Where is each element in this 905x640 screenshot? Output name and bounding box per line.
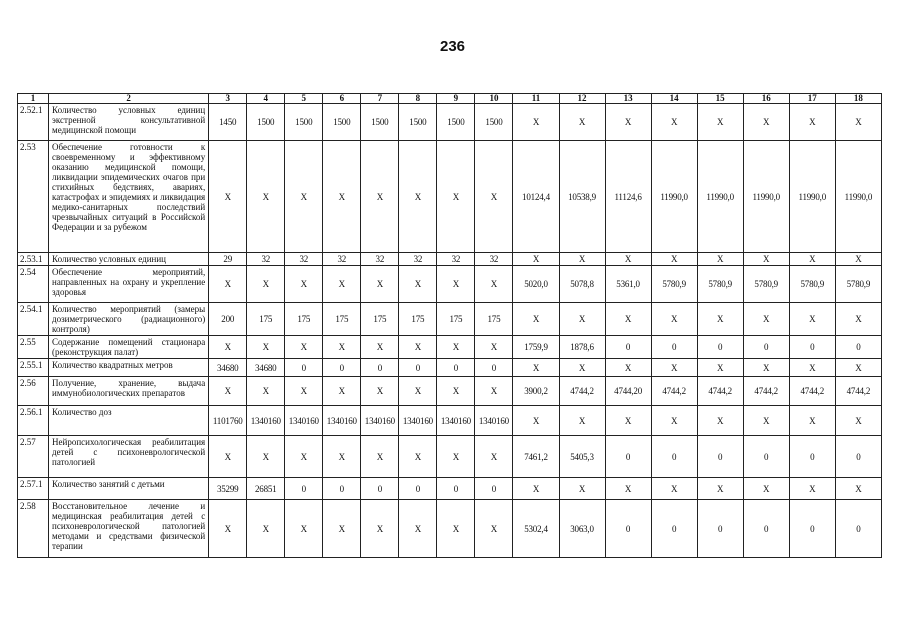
value-cell: 0 bbox=[285, 478, 323, 500]
value-cell: X bbox=[605, 253, 651, 266]
column-header: 3 bbox=[209, 94, 247, 104]
value-cell: X bbox=[559, 359, 605, 377]
value-cell: 0 bbox=[835, 336, 881, 359]
value-cell: X bbox=[323, 266, 361, 303]
value-cell: 0 bbox=[361, 359, 399, 377]
value-cell: X bbox=[247, 436, 285, 478]
value-cell: 0 bbox=[835, 500, 881, 558]
table-row bbox=[18, 336, 882, 359]
column-header: 12 bbox=[559, 94, 605, 104]
row-code: 2.58 bbox=[18, 500, 49, 558]
value-cell: X bbox=[559, 303, 605, 336]
row-name: Обеспечение мероприятий, направленных на охрану и укрепление здоровья bbox=[49, 266, 209, 303]
value-cell: 175 bbox=[285, 303, 323, 336]
row-code: 2.55.1 bbox=[18, 359, 49, 377]
column-header: 9 bbox=[437, 94, 475, 104]
value-cell: 1340160 bbox=[361, 406, 399, 436]
table-row bbox=[18, 478, 882, 500]
value-cell: X bbox=[247, 500, 285, 558]
table-row bbox=[18, 359, 882, 377]
value-cell: X bbox=[209, 266, 247, 303]
value-cell: X bbox=[475, 377, 513, 406]
value-cell: X bbox=[475, 266, 513, 303]
value-cell: X bbox=[789, 253, 835, 266]
column-header: 8 bbox=[399, 94, 437, 104]
value-cell: 1500 bbox=[437, 104, 475, 141]
value-cell: X bbox=[559, 104, 605, 141]
value-cell: 34680 bbox=[247, 359, 285, 377]
value-cell: X bbox=[743, 104, 789, 141]
value-cell: X bbox=[697, 303, 743, 336]
value-cell: X bbox=[399, 500, 437, 558]
value-cell: 200 bbox=[209, 303, 247, 336]
value-cell: 5361,0 bbox=[605, 266, 651, 303]
value-cell: X bbox=[513, 359, 559, 377]
value-cell: X bbox=[651, 303, 697, 336]
value-cell: 4744,20 bbox=[605, 377, 651, 406]
value-cell: X bbox=[513, 104, 559, 141]
value-cell: X bbox=[743, 303, 789, 336]
row-code: 2.57 bbox=[18, 436, 49, 478]
value-cell: 0 bbox=[605, 436, 651, 478]
value-cell: X bbox=[437, 336, 475, 359]
value-cell: X bbox=[437, 266, 475, 303]
value-cell: X bbox=[789, 303, 835, 336]
value-cell: X bbox=[209, 377, 247, 406]
table-row bbox=[18, 141, 882, 253]
value-cell: X bbox=[651, 359, 697, 377]
column-header: 10 bbox=[475, 94, 513, 104]
value-cell: 11990,0 bbox=[743, 141, 789, 253]
value-cell: 0 bbox=[697, 500, 743, 558]
value-cell: X bbox=[835, 104, 881, 141]
column-header: 6 bbox=[323, 94, 361, 104]
value-cell: X bbox=[697, 253, 743, 266]
row-name: Количество условных единиц bbox=[49, 253, 209, 266]
value-cell: 175 bbox=[437, 303, 475, 336]
value-cell: 175 bbox=[361, 303, 399, 336]
value-cell: 0 bbox=[789, 336, 835, 359]
value-cell: 0 bbox=[605, 336, 651, 359]
value-cell: X bbox=[743, 406, 789, 436]
value-cell: 1500 bbox=[247, 104, 285, 141]
value-cell: X bbox=[835, 359, 881, 377]
value-cell: 5780,9 bbox=[789, 266, 835, 303]
value-cell: X bbox=[559, 478, 605, 500]
value-cell: 4744,2 bbox=[651, 377, 697, 406]
row-name: Количество квадратных метров bbox=[49, 359, 209, 377]
value-cell: X bbox=[697, 478, 743, 500]
value-cell: X bbox=[605, 478, 651, 500]
row-name: Содержание помещений стационара (реконструкция палат) bbox=[49, 336, 209, 359]
value-cell: X bbox=[513, 303, 559, 336]
column-header: 2 bbox=[49, 94, 209, 104]
value-cell: 29 bbox=[209, 253, 247, 266]
value-cell: 0 bbox=[743, 500, 789, 558]
value-cell: 175 bbox=[475, 303, 513, 336]
value-cell: 32 bbox=[399, 253, 437, 266]
value-cell: 1340160 bbox=[247, 406, 285, 436]
value-cell: X bbox=[247, 377, 285, 406]
column-header: 5 bbox=[285, 94, 323, 104]
value-cell: X bbox=[605, 303, 651, 336]
value-cell: X bbox=[437, 377, 475, 406]
value-cell: 4744,2 bbox=[835, 377, 881, 406]
value-cell: 10538,9 bbox=[559, 141, 605, 253]
value-cell: X bbox=[743, 253, 789, 266]
value-cell: 4744,2 bbox=[559, 377, 605, 406]
value-cell: X bbox=[743, 359, 789, 377]
value-cell: X bbox=[651, 104, 697, 141]
value-cell: 0 bbox=[399, 478, 437, 500]
value-cell: 0 bbox=[697, 436, 743, 478]
value-cell: X bbox=[247, 336, 285, 359]
value-cell: 26851 bbox=[247, 478, 285, 500]
value-cell: 1340160 bbox=[437, 406, 475, 436]
value-cell: X bbox=[323, 377, 361, 406]
value-cell: X bbox=[361, 377, 399, 406]
value-cell: 0 bbox=[651, 436, 697, 478]
value-cell: X bbox=[285, 266, 323, 303]
row-name: Получение, хранение, выдача иммунобиологических препаратов bbox=[49, 377, 209, 406]
value-cell: X bbox=[835, 253, 881, 266]
column-header: 18 bbox=[835, 94, 881, 104]
value-cell: X bbox=[437, 500, 475, 558]
value-cell: 5078,8 bbox=[559, 266, 605, 303]
value-cell: 1500 bbox=[285, 104, 323, 141]
value-cell: X bbox=[209, 336, 247, 359]
value-cell: X bbox=[399, 336, 437, 359]
value-cell: 3063,0 bbox=[559, 500, 605, 558]
value-cell: 1340160 bbox=[285, 406, 323, 436]
value-cell: 5780,9 bbox=[835, 266, 881, 303]
value-cell: 0 bbox=[651, 500, 697, 558]
value-cell: X bbox=[323, 500, 361, 558]
value-cell: X bbox=[835, 478, 881, 500]
value-cell: X bbox=[285, 336, 323, 359]
value-cell: 7461,2 bbox=[513, 436, 559, 478]
column-header: 11 bbox=[513, 94, 559, 104]
value-cell: X bbox=[651, 478, 697, 500]
value-cell: 11124,6 bbox=[605, 141, 651, 253]
value-cell: 4744,2 bbox=[697, 377, 743, 406]
value-cell: X bbox=[697, 406, 743, 436]
value-cell: 0 bbox=[789, 500, 835, 558]
row-name: Количество доз bbox=[49, 406, 209, 436]
value-cell: X bbox=[789, 478, 835, 500]
value-cell: 0 bbox=[743, 336, 789, 359]
value-cell: X bbox=[835, 303, 881, 336]
row-code: 2.53 bbox=[18, 141, 49, 253]
value-cell: 32 bbox=[323, 253, 361, 266]
value-cell: 0 bbox=[323, 359, 361, 377]
value-cell: 11990,0 bbox=[835, 141, 881, 253]
table-row bbox=[18, 253, 882, 266]
row-name: Количество мероприятий (замеры дозиметрического (радиационного) контроля) bbox=[49, 303, 209, 336]
value-cell: X bbox=[247, 141, 285, 253]
value-cell: X bbox=[605, 359, 651, 377]
value-cell: X bbox=[399, 377, 437, 406]
row-name: Восстановительное лечение и медицинская реабилитация детей с психоневрологической патологией методами и средствами физической терапии bbox=[49, 500, 209, 558]
value-cell: X bbox=[399, 141, 437, 253]
table-row bbox=[18, 500, 882, 558]
value-cell: 11990,0 bbox=[789, 141, 835, 253]
value-cell: X bbox=[743, 478, 789, 500]
value-cell: X bbox=[651, 253, 697, 266]
value-cell: X bbox=[697, 359, 743, 377]
value-cell: 1500 bbox=[399, 104, 437, 141]
value-cell: X bbox=[475, 141, 513, 253]
value-cell: X bbox=[437, 436, 475, 478]
value-cell: X bbox=[209, 141, 247, 253]
value-cell: X bbox=[789, 359, 835, 377]
row-code: 2.53.1 bbox=[18, 253, 49, 266]
value-cell: X bbox=[399, 436, 437, 478]
value-cell: 0 bbox=[475, 359, 513, 377]
value-cell: X bbox=[437, 141, 475, 253]
column-header: 16 bbox=[743, 94, 789, 104]
table-row bbox=[18, 406, 882, 436]
value-cell: 0 bbox=[835, 436, 881, 478]
value-cell: X bbox=[285, 500, 323, 558]
value-cell: 0 bbox=[743, 436, 789, 478]
column-header: 15 bbox=[697, 94, 743, 104]
value-cell: 175 bbox=[399, 303, 437, 336]
row-name: Нейропсихологическая реабилитация детей с психоневрологической патологией bbox=[49, 436, 209, 478]
row-code: 2.56 bbox=[18, 377, 49, 406]
value-cell: 1340160 bbox=[323, 406, 361, 436]
value-cell: X bbox=[361, 266, 399, 303]
value-cell: 175 bbox=[247, 303, 285, 336]
page-number: 236 bbox=[439, 38, 466, 55]
value-cell: X bbox=[475, 336, 513, 359]
value-cell: 1878,6 bbox=[559, 336, 605, 359]
value-cell: 35299 bbox=[209, 478, 247, 500]
value-cell: 175 bbox=[323, 303, 361, 336]
value-cell: X bbox=[513, 406, 559, 436]
table-body bbox=[18, 94, 882, 558]
value-cell: X bbox=[361, 141, 399, 253]
header-row bbox=[18, 94, 882, 104]
value-cell: 0 bbox=[437, 359, 475, 377]
value-cell: 3900,2 bbox=[513, 377, 559, 406]
value-cell: X bbox=[559, 406, 605, 436]
column-header: 13 bbox=[605, 94, 651, 104]
value-cell: X bbox=[605, 104, 651, 141]
value-cell: X bbox=[513, 253, 559, 266]
value-cell: 0 bbox=[651, 336, 697, 359]
value-cell: X bbox=[285, 141, 323, 253]
value-cell: X bbox=[651, 406, 697, 436]
value-cell: X bbox=[323, 336, 361, 359]
table-row bbox=[18, 436, 882, 478]
value-cell: 4744,2 bbox=[789, 377, 835, 406]
row-code: 2.56.1 bbox=[18, 406, 49, 436]
value-cell: 1101760 bbox=[209, 406, 247, 436]
column-header: 14 bbox=[651, 94, 697, 104]
value-cell: 1500 bbox=[475, 104, 513, 141]
column-header: 1 bbox=[18, 94, 49, 104]
row-code: 2.52.1 bbox=[18, 104, 49, 141]
value-cell: 10124,4 bbox=[513, 141, 559, 253]
value-cell: 5302,4 bbox=[513, 500, 559, 558]
value-cell: 1500 bbox=[361, 104, 399, 141]
value-cell: X bbox=[209, 436, 247, 478]
value-cell: X bbox=[475, 436, 513, 478]
value-cell: 32 bbox=[247, 253, 285, 266]
row-code: 2.57.1 bbox=[18, 478, 49, 500]
row-code: 2.54 bbox=[18, 266, 49, 303]
value-cell: X bbox=[361, 500, 399, 558]
value-cell: X bbox=[323, 436, 361, 478]
value-cell: 0 bbox=[605, 500, 651, 558]
row-name: Обеспечение готовности к своевременному и эффективному оказанию медицинской помощи, ликвидации эпидемических очагов при стихийных бедствиях, авариях, катастрофах и эпидемиях и ликвидация медико-санитарных последствий чрезвычайных ситуаций в Российской Федерации и за рубежом bbox=[49, 141, 209, 253]
value-cell: 0 bbox=[361, 478, 399, 500]
value-cell: 32 bbox=[361, 253, 399, 266]
value-cell: X bbox=[559, 253, 605, 266]
table-row bbox=[18, 104, 882, 141]
value-cell: 1500 bbox=[323, 104, 361, 141]
value-cell: 1450 bbox=[209, 104, 247, 141]
value-cell: 0 bbox=[475, 478, 513, 500]
row-code: 2.55 bbox=[18, 336, 49, 359]
value-cell: 0 bbox=[285, 359, 323, 377]
value-cell: X bbox=[513, 478, 559, 500]
value-cell: X bbox=[285, 436, 323, 478]
value-cell: 5780,9 bbox=[697, 266, 743, 303]
value-cell: X bbox=[323, 141, 361, 253]
column-header: 7 bbox=[361, 94, 399, 104]
value-cell: 1340160 bbox=[399, 406, 437, 436]
table-row bbox=[18, 266, 882, 303]
value-cell: X bbox=[835, 406, 881, 436]
value-cell: X bbox=[697, 104, 743, 141]
value-cell: X bbox=[361, 336, 399, 359]
value-cell: 5020,0 bbox=[513, 266, 559, 303]
value-cell: 0 bbox=[399, 359, 437, 377]
value-cell: 32 bbox=[475, 253, 513, 266]
value-cell: X bbox=[247, 266, 285, 303]
value-cell: 11990,0 bbox=[697, 141, 743, 253]
value-cell: 34680 bbox=[209, 359, 247, 377]
table-row bbox=[18, 303, 882, 336]
value-cell: X bbox=[789, 406, 835, 436]
value-cell: X bbox=[475, 500, 513, 558]
value-cell: 32 bbox=[437, 253, 475, 266]
value-cell: 1340160 bbox=[475, 406, 513, 436]
table-row bbox=[18, 377, 882, 406]
value-cell: 5780,9 bbox=[651, 266, 697, 303]
value-cell: 0 bbox=[697, 336, 743, 359]
value-cell: 32 bbox=[285, 253, 323, 266]
value-cell: X bbox=[209, 500, 247, 558]
value-cell: 11990,0 bbox=[651, 141, 697, 253]
value-cell: 0 bbox=[323, 478, 361, 500]
value-cell: 4744,2 bbox=[743, 377, 789, 406]
value-cell: 5405,3 bbox=[559, 436, 605, 478]
value-cell: 1759,9 bbox=[513, 336, 559, 359]
value-cell: X bbox=[285, 377, 323, 406]
row-name: Количество условных единиц экстренной консультативной медицинской помощи bbox=[49, 104, 209, 141]
column-header: 4 bbox=[247, 94, 285, 104]
budget-table bbox=[17, 93, 882, 558]
value-cell: 5780,9 bbox=[743, 266, 789, 303]
value-cell: X bbox=[399, 266, 437, 303]
column-header: 17 bbox=[789, 94, 835, 104]
value-cell: X bbox=[605, 406, 651, 436]
value-cell: 0 bbox=[437, 478, 475, 500]
row-code: 2.54.1 bbox=[18, 303, 49, 336]
value-cell: X bbox=[789, 104, 835, 141]
value-cell: X bbox=[361, 436, 399, 478]
row-name: Количество занятий с детьми bbox=[49, 478, 209, 500]
value-cell: 0 bbox=[789, 436, 835, 478]
